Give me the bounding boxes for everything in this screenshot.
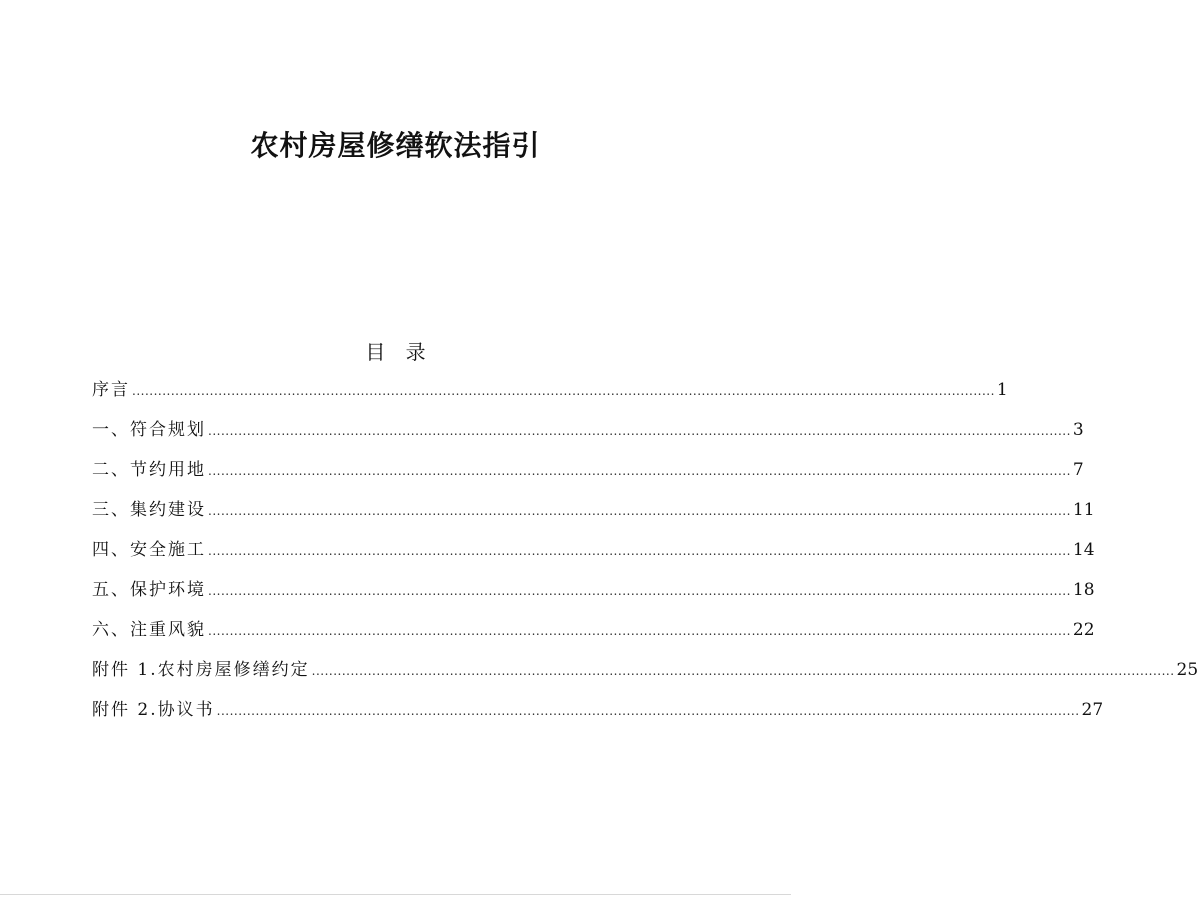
toc-leader-dots: ........................................................................................................................................................................................................: [208, 504, 1071, 518]
toc-leader-dots: ........................................................................................................................................................................................................: [311, 664, 1175, 678]
toc-entry-page: 18: [1072, 580, 1095, 600]
toc-entry-label: 序言: [92, 380, 130, 400]
toc-leader-dots: ........................................................................................................................................................................................................: [132, 384, 995, 398]
toc-entry-label: 附件 1.农村房屋修缮约定: [92, 660, 310, 680]
toc-entry-label: 附件 2.协议书: [92, 700, 215, 720]
toc-leader-dots: ........................................................................................................................................................................................................: [208, 544, 1071, 558]
toc-leader-dots: ........................................................................................................................................................................................................: [208, 624, 1071, 638]
toc-entry-label: 三、集约建设: [92, 500, 206, 520]
toc-entry-label: 四、安全施工: [92, 540, 206, 560]
toc-entry-page: 11: [1072, 500, 1095, 520]
toc-entry-intensive-construction[interactable]: [92, 492, 1095, 532]
toc-entry-label: 二、节约用地: [92, 460, 206, 480]
toc-leader-dots: ........................................................................................................................................................................................................: [208, 424, 1071, 438]
toc-entry-label: 五、保护环境: [92, 580, 206, 600]
table-of-contents: [92, 372, 1198, 732]
toc-entry-page: 27: [1081, 700, 1104, 720]
toc-entry-preface[interactable]: [92, 372, 1008, 412]
toc-entry-appendix-2[interactable]: [92, 692, 1104, 732]
toc-entry-page: 7: [1072, 460, 1084, 480]
toc-entry-safe-construction[interactable]: [92, 532, 1095, 572]
toc-entry-land-saving[interactable]: [92, 452, 1084, 492]
toc-entry-page: 22: [1072, 620, 1095, 640]
toc-leader-dots: ........................................................................................................................................................................................................: [208, 464, 1071, 478]
toc-entry-environment[interactable]: [92, 572, 1095, 612]
toc-entry-landscape[interactable]: [92, 612, 1095, 652]
toc-entry-page: 25: [1176, 660, 1198, 680]
toc-entry-appendix-1[interactable]: [92, 652, 1198, 692]
toc-entry-label: 六、注重风貌: [92, 620, 206, 640]
toc-entry-planning[interactable]: [92, 412, 1084, 452]
toc-leader-dots: ........................................................................................................................................................................................................: [216, 704, 1080, 718]
toc-entry-label: 一、符合规划: [92, 420, 206, 440]
document-title: 农村房屋修缮软法指引: [250, 129, 541, 162]
page-bottom-edge: [0, 894, 791, 895]
toc-entry-page: 14: [1072, 540, 1095, 560]
toc-leader-dots: ........................................................................................................................................................................................................: [208, 584, 1071, 598]
toc-entry-page: 3: [1072, 420, 1084, 440]
toc-heading: 目 录: [365, 340, 426, 364]
toc-entry-page: 1: [996, 380, 1008, 400]
